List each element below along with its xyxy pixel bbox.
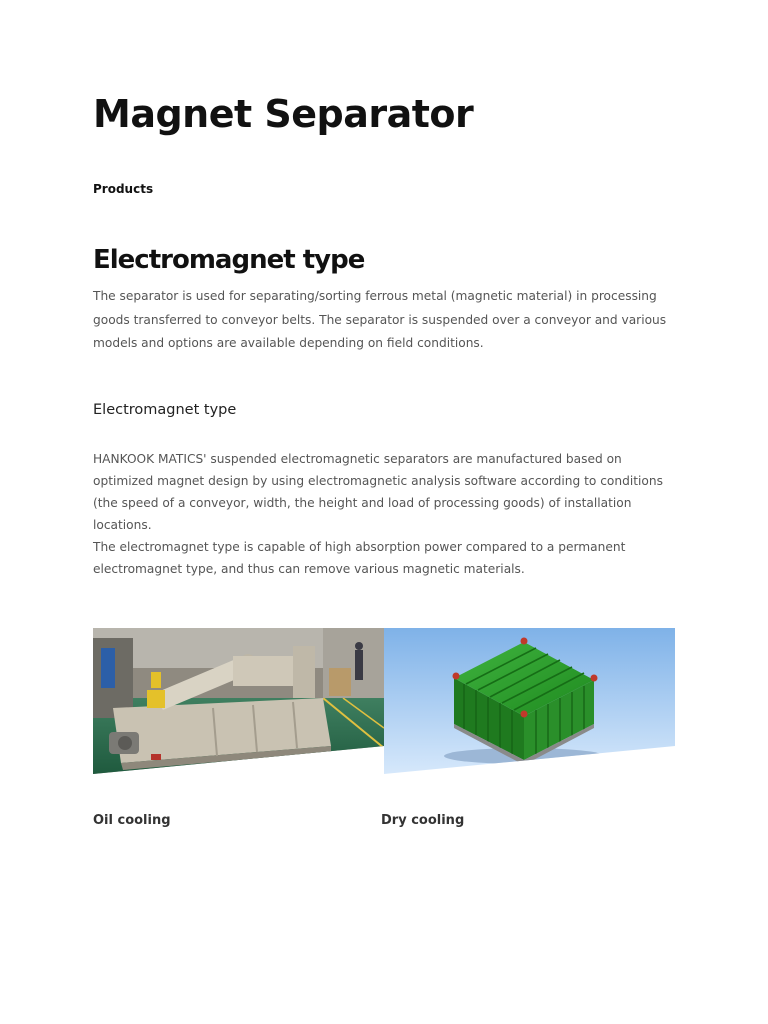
- oil-cooling-image[interactable]: [93, 628, 384, 774]
- section-heading: Electromagnet type: [93, 245, 365, 275]
- breadcrumb-products[interactable]: Products: [93, 182, 154, 196]
- product-gallery: [93, 628, 675, 774]
- detail-paragraph-1: HANKOOK MATICS' suspended electromagnetic separators are manufactured based on optimized magnet design by using electromagnetic analysis software according to conditions (the speed of a conveyor, width, the height and load of processing goods) of installation locations.: [93, 452, 663, 532]
- detail-heading: Electromagnet type: [93, 402, 237, 418]
- caption-dry-cooling: Dry cooling: [381, 813, 465, 828]
- caption-oil-cooling: Oil cooling: [93, 813, 171, 828]
- detail-paragraph-2: The electromagnet type is capable of high absorption power compared to a permanent electromagnet type, and thus can remove various magnetic materials.: [93, 540, 626, 576]
- page-title: Magnet Separator: [93, 92, 474, 136]
- section-intro-text: The separator is used for separating/sorting ferrous metal (magnetic material) in processing goods transferred to conveyor belts. The separator is suspended over a conveyor and various models and options are available depending on field conditions.: [93, 289, 667, 350]
- dry-cooling-image[interactable]: [384, 628, 675, 774]
- detail-description: [93, 448, 675, 580]
